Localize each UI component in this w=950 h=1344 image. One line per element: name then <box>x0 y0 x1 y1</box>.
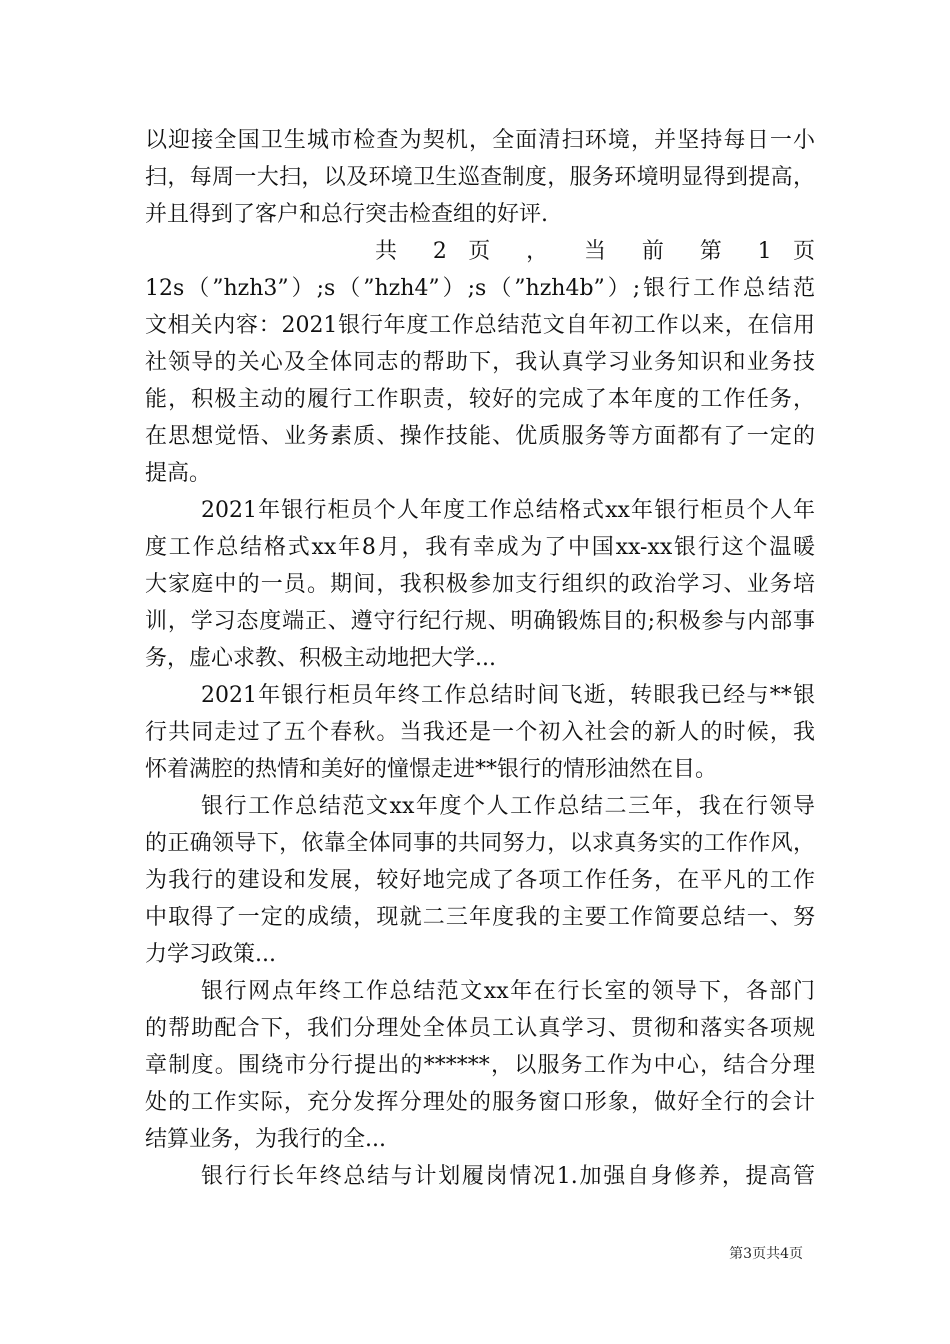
paragraph-first-line: 2021年银行柜员个人年度工作总结格式xx年银行柜员个人年 <box>201 498 815 523</box>
text-line: 能，积极主动的履行工作职责，较好的完成了本年度的工作任务， <box>145 387 815 412</box>
text-line: 结算业务，为我行的全... <box>145 1127 386 1152</box>
text-line: 大家庭中的一员。期间，我积极参加支行组织的政治学习、业务培 <box>145 572 815 597</box>
text-line: 务，虚心求教、积极主动地把大学... <box>145 646 496 671</box>
text-line: 以迎接全国卫生城市检查为契机，全面清扫环境，并坚持每日一小 <box>145 128 815 153</box>
text-line: 扫，每周一大扫，以及环境卫生巡查制度，服务环境明显得到提高， <box>145 165 815 190</box>
text-line: 提高。 <box>145 461 212 486</box>
text-line: 社领导的关心及全体同志的帮助下，我认真学习业务知识和业务技 <box>145 350 815 375</box>
text-line: 处的工作实际，充分发挥分理处的服务窗口形象，做好全行的会计 <box>145 1090 815 1115</box>
page-count-line: 共 2 页 ， 当 前 第 1 页 <box>375 239 815 264</box>
text-line: 为我行的建设和发展，较好地完成了各项工作任务，在平凡的工作 <box>145 868 815 893</box>
text-line: 怀着满腔的热情和美好的憧憬走进**银行的情形油然在目。 <box>145 757 718 782</box>
text-line: 的正确领导下，依靠全体同事的共同努力，以求真务实的工作作风， <box>145 831 815 856</box>
text-line: 中取得了一定的成绩，现就二三年度我的主要工作简要总结一、努 <box>145 905 815 930</box>
page-footer-page-number: 第3页共4页 <box>729 1246 803 1262</box>
text-line: 文相关内容：2021银行年度工作总结范文自年初工作以来，在信用 <box>145 313 815 338</box>
text-line: 力学习政策... <box>145 942 276 967</box>
text-line: 行共同走过了五个春秋。当我还是一个初入社会的新人的时候，我 <box>145 720 815 745</box>
paragraph-first-line: 银行行长年终总结与计划履岗情况1.加强自身修养，提高管 <box>201 1164 815 1189</box>
text-line: 并且得到了客户和总行突击检查组的好评. <box>145 202 548 227</box>
text-line: 在思想觉悟、业务素质、操作技能、优质服务等方面都有了一定的 <box>145 424 815 449</box>
text-line: 训，学习态度端正、遵守行纪行规、明确锻炼目的;积极参与内部事 <box>145 609 815 634</box>
paragraph-first-line: 2021年银行柜员年终工作总结时间飞逝，转眼我已经与**银 <box>201 683 815 708</box>
paragraph-first-line: 银行网点年终工作总结范文xx年在行长室的领导下，各部门 <box>201 979 815 1004</box>
text-line: 度工作总结格式xx年8月，我有幸成为了中国xx-xx银行这个温暖 <box>145 535 815 560</box>
paragraph-first-line: 银行工作总结范文xx年度个人工作总结二三年，我在行领导 <box>201 794 815 819</box>
text-line: 的帮助配合下，我们分理处全体员工认真学习、贯彻和落实各项规 <box>145 1016 815 1041</box>
text-line: 章制度。围绕市分行提出的******，以服务工作为中心，结合分理 <box>145 1053 815 1078</box>
text-line: 12s（”hzh3”）;s（”hzh4”）;s（”hzh4b”）;银行工作总结范 <box>145 276 815 301</box>
